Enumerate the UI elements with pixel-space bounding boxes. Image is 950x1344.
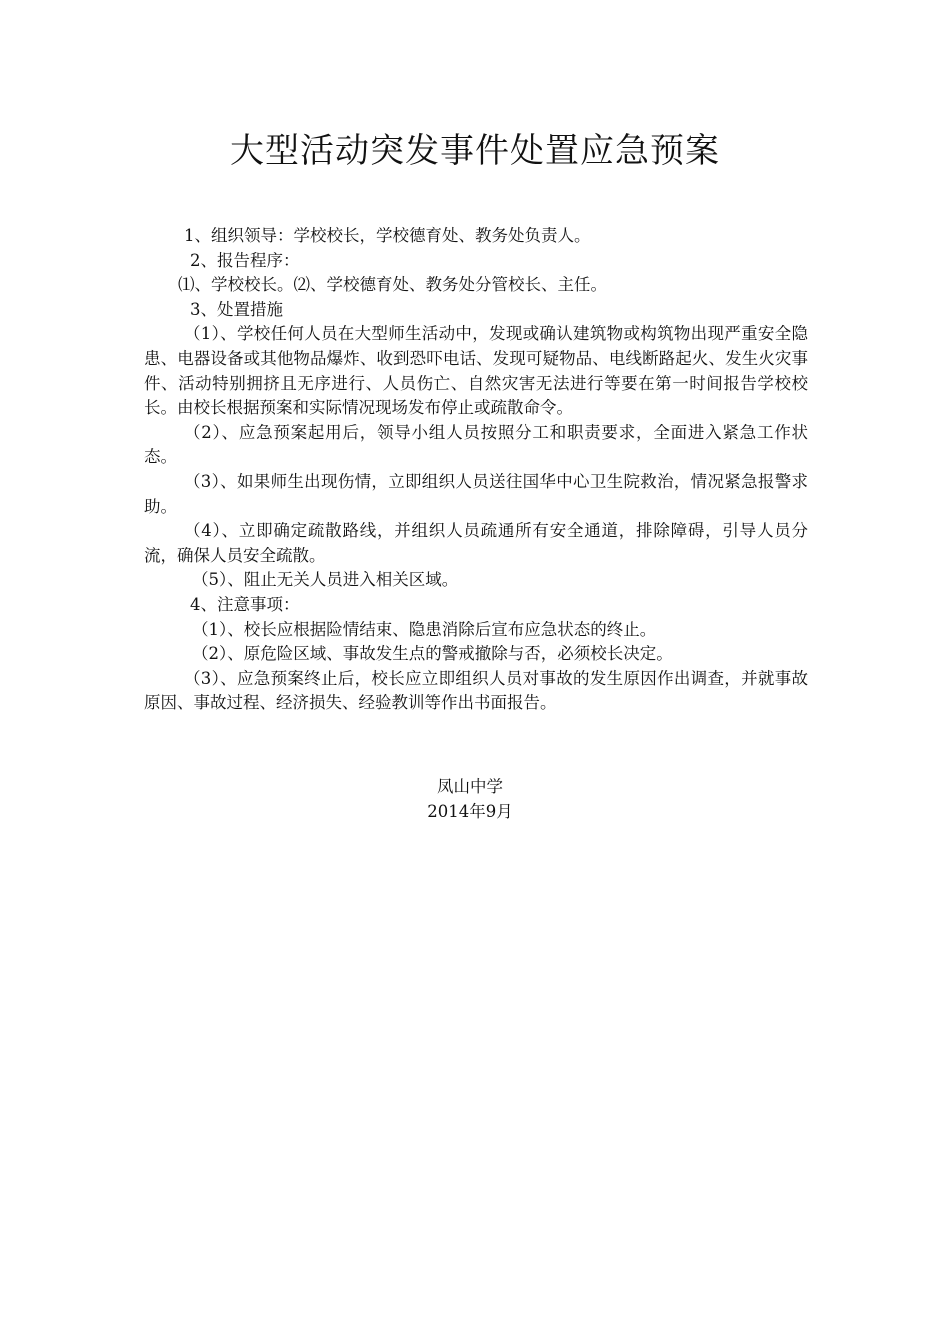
paragraph-measure-2: （2）、应急预案起用后，领导小组人员按照分工和职责要求，全面进入紧急工作状态。 [144,422,808,467]
paragraph-notes-heading: 4、注意事项： [190,594,300,614]
paragraph-measure-4: （4）、立即确定疏散路线，并组织人员疏通所有安全通道，排除障碍，引导人员分流，确保人员安全疏散。 [144,521,808,565]
signature-block [0,774,940,824]
paragraph-reporting-procedure: ⑴、学校校长。⑵、学校德育处、教务处分管校长、主任。 [178,275,607,295]
paragraph-measure-1: （1）、学校任何人员在大型师生活动中，发现或确认建筑物或构筑物出现严重安全隐患、电器设备或其他物品爆炸、收到恐吓电话、发现可疑物品、电线断路起火、发生火灾事件、活动特别拥挤且无序进行、人员伤亡、自然灾害无法进行等要在第一时间报告学校校长。由校长根据预案和实际情况现场发布停止或疏散命令。 [144,324,808,418]
paragraph-measure-3: （3）、如果师生出现伤情，立即组织人员送往国华中心卫生院救治，情况紧急报警求助。 [144,471,808,516]
document-title: 大型活动突发事件处置应急预案 [230,131,720,171]
paragraph-note-3: （3）、应急预案终止后，校长应立即组织人员对事故的发生原因作出调查，并就事故原因、事故过程、经济损失、经验教训等作出书面报告。 [144,668,808,713]
paragraph-measures-heading: 3、处置措施 [190,299,283,319]
paragraph-note-2: （2）、原危险区域、事故发生点的警戒撤除与否，必须校长决定。 [192,644,673,664]
signature-date: 2014年9月 [427,802,513,821]
paragraph-note-1: （1）、校长应根据险情结束、隐患消除后宣布应急状态的终止。 [192,619,657,639]
document-body [144,224,808,716]
paragraph-organization-leadership: 1、组织领导：学校校长，学校德育处、教务处负责人。 [184,226,591,245]
paragraph-reporting-procedure-heading: 2、报告程序： [190,250,300,270]
paragraph-measure-5: （5）、阻止无关人员进入相关区域。 [192,570,459,590]
signature-organization: 凤山中学 [437,777,503,796]
